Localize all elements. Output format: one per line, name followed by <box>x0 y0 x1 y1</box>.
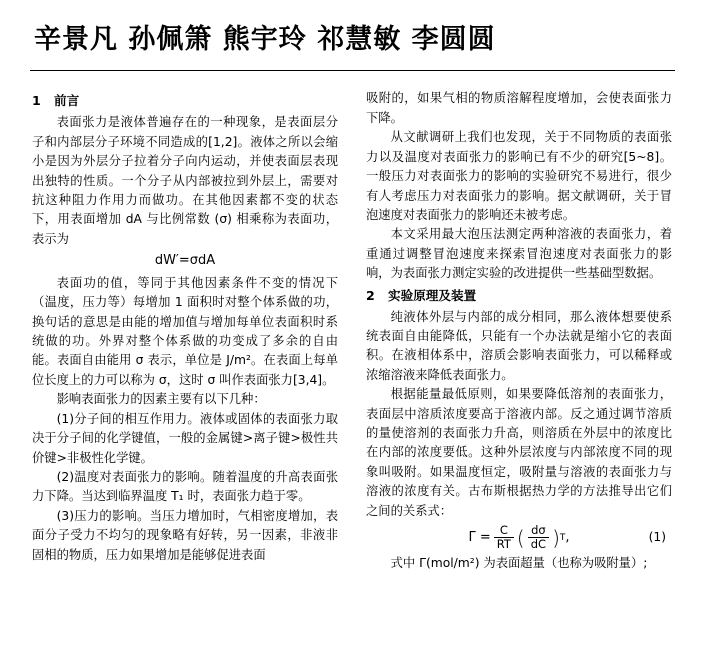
equation-1 <box>366 524 672 551</box>
fraction-c-rt <box>494 524 514 551</box>
paragraph: 吸附的，如果气相的物质溶解程度增加，会使表面张力下降。 <box>366 91 672 125</box>
paragraph: (3)压力的影响。当压力增加时，气相密度增加，表面分子受力不均匀的现象略有好转，另一因素，非液非固相的物质，压力如果增加是能够促进表面 <box>32 508 338 562</box>
two-column-body <box>0 71 705 573</box>
equation-subscript: T <box>559 532 566 543</box>
fraction-dsigma-dc <box>528 524 549 551</box>
formula-dw: dW′=σdA <box>154 253 216 269</box>
paragraph: 影响表面张力的因素主要有以下几种： <box>56 392 266 407</box>
equation-number: (1) <box>648 530 666 545</box>
paragraph: 式中 Γ(mol/m²) 为表面超量（也称为吸附量）; <box>390 555 648 570</box>
paragraph: 根据能量最低原则，如果要降低溶剂的表面张力，表面层中溶质浓度要高于溶液内部。反之通过调节溶质的量使溶剂的表面张力升高，则溶质在外层中的浓度比在内部的浓度要低。这种外层浓度与内部浓度不同的现象叫吸附。如果温度恒定，吸附量与溶液的表面张力与溶液的浓度有关。古布斯根据热力学的方法推导出它们之间的关系式： <box>366 387 672 518</box>
fraction-denominator: dC <box>528 537 549 551</box>
fraction-denominator: RT <box>494 537 514 551</box>
fraction-numerator: C <box>499 523 508 538</box>
equation-comma: , <box>565 529 570 545</box>
right-column <box>366 89 672 573</box>
author-line: 辛景凡 孙佩箫 熊宇玲 祁慧敏 李圆圆 <box>34 24 496 55</box>
left-column <box>32 89 338 573</box>
paragraph: (2)温度对表面张力的影响。随着温度的升高表面张力下降。当达到临界温度 T₁ 时，表面张力趋于零。 <box>32 469 338 504</box>
fraction-numerator: dσ <box>531 523 546 538</box>
section-title: 实验原理及装置 <box>388 287 477 303</box>
paren-close: ) <box>552 525 560 550</box>
section-title: 前言 <box>54 93 80 109</box>
paren-open: ( <box>516 525 525 550</box>
paragraph: (1)分子间的相互作用力。液体或固体的表面张力取决于分子间的化学键值，一般的金属键>离子键>极性共价键>非极性化学键。 <box>32 411 338 465</box>
paragraph: 纯液体外层与内部的成分相同，那么液体想要使系统表面自由能降低，只能有一个办法就是缩小它的表面积。在液相体系中，溶质会影响表面张力，可以稀释或浓缩溶液来降低表面张力。 <box>366 309 672 382</box>
section-heading-2 <box>366 286 672 306</box>
paragraph: 本文采用最大泡压法测定两种溶液的表面张力，着重通过调整冒泡速度来探索冒泡速度对表面张力的影响，为表面张力测定实验的改进提供一些基础型数据。 <box>366 227 672 281</box>
section-number: 2 <box>366 287 375 303</box>
paragraph: 表面功的值，等同于其他因素条件不变的情况下（温度，压力等）每增加 1 面积时对整个体系做的功，换句话的意思是由能的增加值与增加每单位表面积时系统做的功。外界对整个体系做的功变成了多余的自由能。表面自由能用 σ 表示，单位是 J/m²。在表面上每单位长度上的力可以称为 σ，这时 σ 叫作表面张力[3,4]。 <box>32 275 338 387</box>
section-number: 1 <box>32 93 41 109</box>
paragraph: 表面张力是液体普遍存在的一种现象，是表面层分子和内部层分子环境不同造成的[1,2]。液体之所以会缩小是因为外层分子拉着分子向内运动，并使表面层表现出独特的性质。一个分子从内部被拉到外层上，需要对抗这种阻力作用力而做功。在其他因素都不变的状态下，用表面增加 dA 与比例常数 (σ) 相乘称为表面功，表示为 <box>32 115 338 246</box>
paragraph: 从文献调研上我们也发现，关于不同物质的表面张力以及温度对表面张力的影响已有不少的研究[5~8]。一般压力对表面张力的影响的实验研究不易进行，很少有人考虑压力对表面张力的影响。据文献调研，关于冒泡速度对表面张力的影响还未被考虑。 <box>366 130 672 222</box>
section-heading-1 <box>32 91 338 111</box>
equation-lhs: Γ = <box>468 529 491 545</box>
